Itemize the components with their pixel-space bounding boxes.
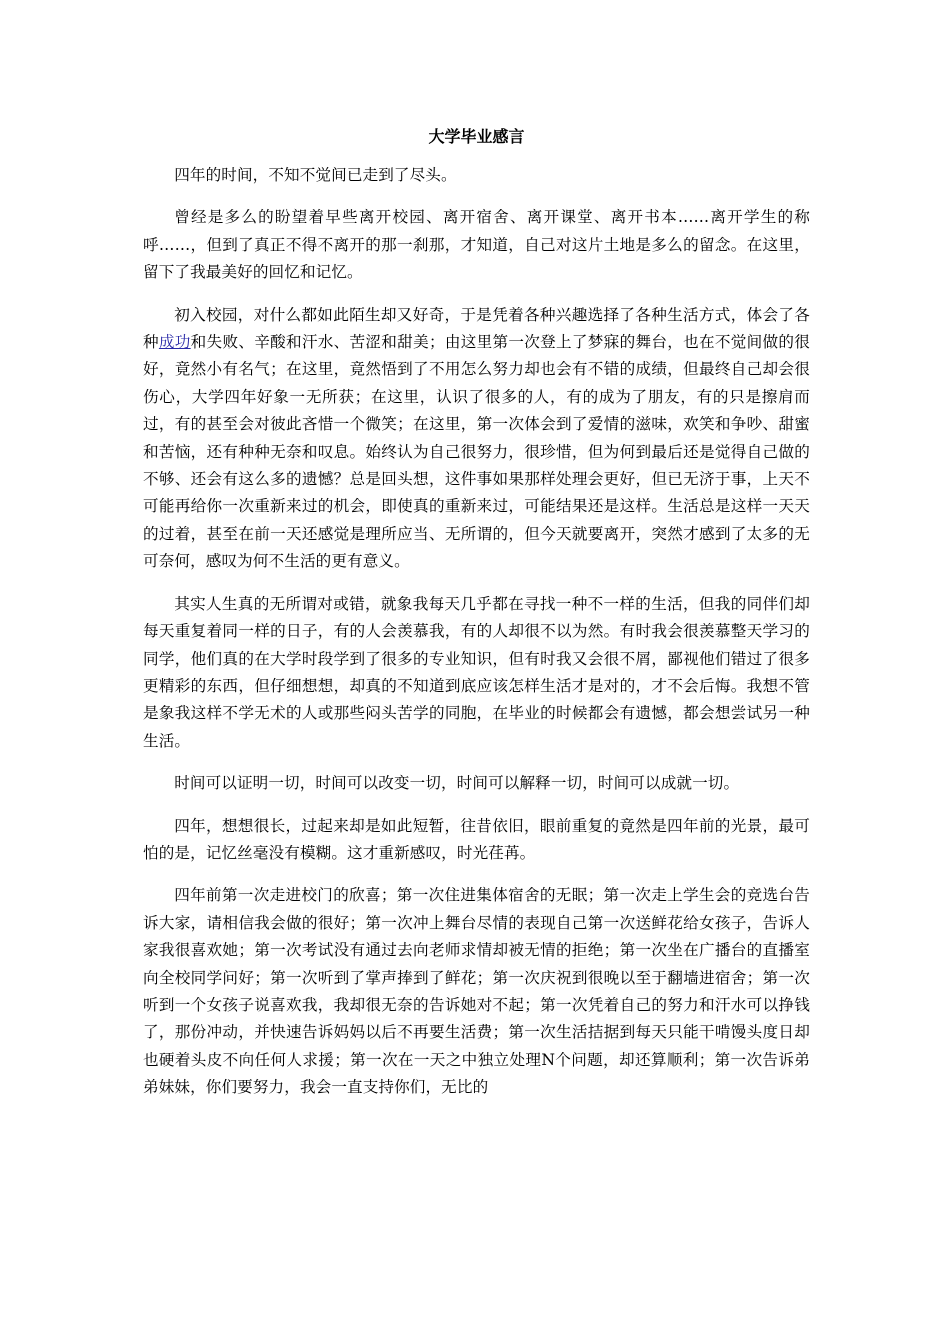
- paragraph-3-text-before: 初入校园，对什么都如此陌生却又好奇，于是凭着各种兴趣选择了各种生活方式，体会了各种: [143, 305, 810, 352]
- paragraph-3-text-after: 和失败、辛酸和汗水、苦涩和甜美；由这里第一次登上了梦寐的舞台，也在不觉间做的很好，竟然小有名气；在这里，竟然悟到了不用怎么努力却也会有不错的成绩，但最终自己却会很伤心，大学四年好象一无所获；在这里，认识了很多的人，有的成为了朋友，有的只是擦肩而过，有的甚至会对彼此吝惜一个微笑；在这里，第一次体会到了爱情的滋味，欢笑和争吵、甜蜜和苦恼，还有种种无奈和叹息。始终认为自己很努力，很珍惜，但为何到最后还是觉得自己做的不够、还会有这么多的遗憾？总是回头想，这件事如果那样处理会更好，但已无济于事，上天不可能再给你一次重新来过的机会，即使真的重新来过，可能结果还是这样。生活总是这样一天天的过着，甚至在前一天还感觉是理所应当、无所谓的，但今天就要离开，突然才感到了太多的无可奈何，感叹为何不生活的更有意义。: [143, 333, 810, 571]
- paragraph-1: 四年的时间，不知不觉间已走到了尽头。: [174, 166, 457, 184]
- document-page: [143, 124, 810, 1117]
- paragraph-5: 时间可以证明一切，时间可以改变一切，时间可以解释一切，时间可以成就一切。: [174, 774, 740, 793]
- document-title: 大学毕业感言: [428, 127, 525, 146]
- paragraph-2: 曾经是多么的盼望着早些离开校园、离开宿舍、离开课堂、离开书本……离开学生的称呼……，但到了真正不得不离开的那一刹那，才知道，自己对这片土地是多么的留念。在这里，留下了我最美好的回忆和记忆。: [143, 208, 810, 282]
- paragraph-7: 四年前第一次走进校门的欣喜；第一次住进集体宿舍的无眠；第一次走上学生会的竞选台告诉大家，请相信我会做的很好；第一次冲上舞台尽情的表现自己第一次送鲜花给女孩子，告诉人家我很喜欢她；第一次考试没有通过去向老师求情却被无情的拒绝；第一次坐在广播台的直播室向全校同学问好；第一次听到了掌声捧到了鲜花；第一次庆祝到很晚以至于翻墙进宿舍；第一次听到一个女孩子说喜欢我，我却很无奈的告诉她对不起；第一次凭着自己的努力和汗水可以挣钱了，那份冲动，并快速告诉妈妈以后不再要生活费；第一次生活拮据到每天只能干啃馒头度日却也硬着头皮不向任何人求援；第一次在一天之中独立处理N个问题，却还算顺利；第一次告诉弟弟妹妹，你们要努力，我会一直支持你们，无比的: [143, 886, 810, 1097]
- success-link[interactable]: 成功: [158, 333, 191, 352]
- paragraph-6: 四年，想想很长，过起来却是如此短暂，往昔依旧，眼前重复的竟然是四年前的光景，最可怕的是，记忆丝毫没有模糊。这才重新感叹，时光荏苒。: [143, 816, 810, 862]
- paragraph-4: 其实人生真的无所谓对或错，就象我每天几乎都在寻找一种不一样的生活，但我的同伴们却每天重复着同一样的日子，有的人会羡慕我，有的人却很不以为然。有时我会很羡慕整天学习的同学，他们真的在大学时段学到了很多的专业知识，但有时我又会很不屑，鄙视他们错过了很多更精彩的东西，但仔细想想，却真的不知道到底应该怎样生活才是对的，才不会后悔。我想不管是象我这样不学无术的人或那些闷头苦学的同胞，在毕业的时候都会有遗憾，都会想尝试另一种生活。: [143, 594, 810, 750]
- paragraph-3: [143, 302, 810, 576]
